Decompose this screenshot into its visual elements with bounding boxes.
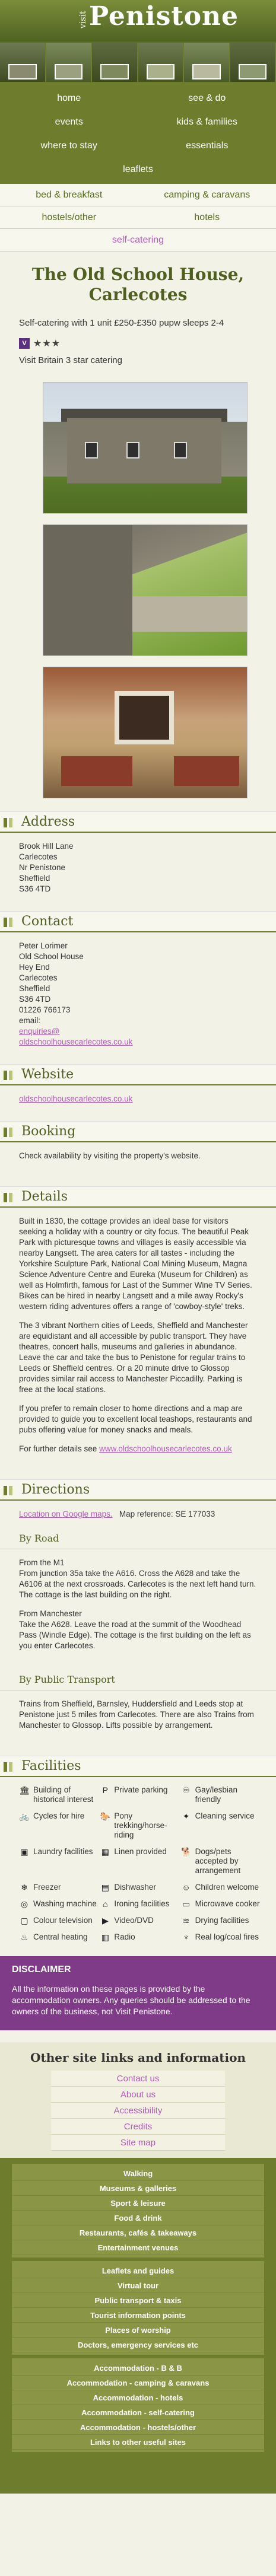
photo-garden[interactable]	[43, 524, 248, 656]
details-paragraph: The 3 vibrant Northern cities of Leeds, Sheffield and Manchester are equidistant and all accessible by public transport. They have theatres, concert halls, museums and galleries in abundance. Leave the car and take the bus to Penistone for regular trains to Leeds or Sheffield centres. Or a 20 minute drive to Glossop provides similar rail access to Manchester Piccadilly. Parking is free at the local stations.	[19, 1321, 248, 1394]
footer-block-accommodation	[12, 2358, 264, 2452]
facility-item	[100, 1811, 180, 1843]
details-paragraph: If you prefer to remain closer to home directions and a map are provided to guide you to excellent local teashops, restaurants and pubs offering value for money snacks and meals.	[19, 1404, 252, 1434]
facility-label: Real log/coal fires	[195, 1932, 259, 1941]
section-bullet-icon	[4, 1125, 17, 1138]
linen-icon: ▦	[101, 1847, 109, 1857]
facility-item	[100, 1932, 180, 1945]
facility-item	[19, 1883, 100, 1896]
facility-label: Children welcome	[195, 1883, 259, 1892]
website-section	[0, 1064, 276, 1108]
facilities-section	[0, 1756, 276, 1945]
footer-nav	[0, 2158, 276, 2458]
facility-label: Video/DVD	[114, 1916, 154, 1925]
address-line: Sheffield	[19, 874, 50, 883]
facility-label: Drying facilities	[195, 1916, 249, 1925]
website-link[interactable]: oldschoolhousecarlecotes.co.uk	[19, 1094, 133, 1103]
footer-link[interactable]: Entertainment venues	[12, 2240, 264, 2255]
facility-item	[100, 1847, 180, 1879]
facility-item	[181, 1785, 262, 1808]
facility-label: Microwave cooker	[195, 1899, 260, 1908]
facility-label: Ironing facilities	[114, 1899, 170, 1908]
footer-block-essentials	[12, 2261, 264, 2355]
details-further-text: For further details see	[19, 1444, 97, 1453]
footer-link[interactable]: Accommodation - B & B	[12, 2361, 264, 2376]
nav-essentials[interactable]: essentials	[186, 141, 229, 151]
address-section	[0, 811, 276, 898]
facility-item	[19, 1932, 100, 1945]
section-bullet-icon	[4, 1190, 17, 1203]
site-header	[0, 0, 276, 82]
rainbow-icon: ♾	[182, 1785, 190, 1795]
dog-icon: 🐕	[180, 1847, 192, 1857]
facility-label: Building of historical interest	[33, 1785, 94, 1804]
other-links-section	[0, 2042, 276, 2158]
freezer-icon: ❄	[21, 1883, 28, 1892]
address-line: S36 4TD	[19, 884, 51, 893]
booking-text: Check availability by visiting the property's website.	[19, 1151, 201, 1160]
footer-link[interactable]: Museums & galleries	[12, 2181, 264, 2196]
facility-item	[181, 1811, 262, 1843]
nav-where-to-stay[interactable]: where to stay	[40, 141, 97, 151]
subnav-self-catering[interactable]: self-catering	[112, 234, 164, 245]
dishwasher-icon: ▤	[101, 1883, 109, 1892]
road-from-manchester-title: From Manchester	[19, 1609, 82, 1618]
facility-label: Radio	[114, 1932, 135, 1941]
facility-label: Freezer	[33, 1883, 61, 1892]
listing-summary: Self-catering with 1 unit £250-£350 pupw sleeps 2-4	[19, 318, 224, 328]
central-heating-icon: ♨	[20, 1932, 28, 1942]
main-nav	[0, 82, 276, 184]
gallery-thumb[interactable]	[230, 43, 276, 82]
booking-section	[0, 1121, 276, 1173]
map-reference: Map reference: SE 177033	[119, 1510, 215, 1518]
washing-machine-icon: ◎	[20, 1899, 28, 1909]
microwave-icon: ▭	[182, 1899, 191, 1909]
bicycle-icon: 🚲	[19, 1811, 30, 1821]
children-icon: ☺	[182, 1883, 191, 1892]
contact-line: S36 4TD	[19, 995, 51, 1004]
footer-link[interactable]: Public transport & taxis	[12, 2293, 264, 2308]
footer-link[interactable]: Restaurants, cafés & takeaways	[12, 2225, 264, 2240]
facility-item	[19, 1899, 100, 1912]
facility-item	[19, 1916, 100, 1929]
footer-link[interactable]: Virtual tour	[12, 2278, 264, 2293]
facility-item	[181, 1932, 262, 1945]
photo-living-room[interactable]	[43, 667, 248, 798]
subnav-bed-breakfast[interactable]: bed & breakfast	[36, 189, 103, 200]
gallery-thumb[interactable]	[138, 43, 185, 82]
footer-link[interactable]: Food & drink	[12, 2211, 264, 2225]
link-about-us[interactable]: About us	[51, 2087, 225, 2103]
rating-text: Visit Britain 3 star catering	[19, 355, 122, 365]
logo-penistone[interactable]: Penistone	[89, 1, 239, 31]
facility-item	[19, 1811, 100, 1843]
facility-item	[181, 1847, 262, 1879]
footer-link[interactable]: Accommodation - camping & caravans	[12, 2376, 264, 2390]
header-gallery	[0, 43, 276, 82]
footer-link[interactable]: Tourist information points	[12, 2308, 264, 2323]
facility-label: Central heating	[33, 1932, 88, 1941]
footer-link[interactable]: Accommodation - self-catering	[12, 2405, 264, 2420]
visit-britain-badge-icon: V	[19, 338, 30, 349]
link-accessibility[interactable]: Accessibility	[51, 2103, 225, 2119]
by-road-heading: By Road	[0, 1528, 276, 1549]
facility-label: Washing machine	[33, 1899, 97, 1908]
section-bullet-icon	[4, 915, 17, 928]
section-bullet-icon	[4, 1760, 17, 1773]
facility-label: Linen provided	[114, 1847, 167, 1856]
facility-label: Cycles for hire	[33, 1811, 85, 1820]
footer-link[interactable]: Walking	[12, 2166, 264, 2181]
facilities-grid	[0, 1777, 276, 1945]
disclaimer-heading: DISCLAIMER	[12, 1964, 71, 1975]
facilities-heading: Facilities	[21, 1759, 81, 1773]
facility-label: Private parking	[114, 1785, 168, 1794]
footer-link[interactable]: Places of worship	[12, 2323, 264, 2338]
facility-label: Colour television	[33, 1916, 93, 1925]
cleaning-icon: ✦	[182, 1811, 190, 1821]
contact-email-link-domain[interactable]: oldschoolhousecarlecotes.co.uk	[19, 1037, 133, 1046]
footer-link[interactable]: Accommodation - hostels/other	[12, 2420, 264, 2435]
facility-item	[100, 1899, 180, 1912]
subnav-camping[interactable]: camping & caravans	[164, 189, 250, 200]
facility-item	[181, 1916, 262, 1929]
main-content	[0, 251, 276, 2494]
facility-label: Dishwasher	[114, 1883, 156, 1892]
gallery-thumb[interactable]	[92, 43, 138, 82]
facility-label: Laundry facilities	[33, 1847, 93, 1856]
photo-exterior[interactable]	[43, 382, 248, 514]
details-section	[0, 1186, 276, 1466]
facility-label: Dogs/pets accepted by arrangement	[195, 1847, 241, 1875]
transport-text: Trains from Sheffield, Barnsley, Huddersfield and Leeds stop at Penistone just 5 miles from Carlecotes. There are also Trains from Manchester to Glossop. Lifts possible by arrangement.	[19, 1699, 254, 1730]
address-heading: Address	[21, 814, 75, 829]
tv-icon: ▢	[20, 1916, 28, 1925]
drying-icon: ≋	[182, 1916, 190, 1925]
parking-icon: P	[102, 1785, 108, 1795]
sub-nav	[0, 184, 276, 251]
footer-link[interactable]: Accommodation - hotels	[12, 2390, 264, 2405]
section-bullet-icon	[4, 816, 17, 829]
facility-item	[181, 1899, 262, 1912]
facility-item	[100, 1883, 180, 1896]
footer-link[interactable]: Leaflets and guides	[12, 2263, 264, 2278]
facility-item	[181, 1883, 262, 1896]
rating	[0, 334, 276, 355]
nav-see-do[interactable]: see & do	[188, 93, 226, 103]
nav-kids-families[interactable]: kids & families	[176, 117, 237, 127]
facility-item	[19, 1785, 100, 1808]
road-from-manchester-text: Take the A628. Leave the road at the summit of the Woodhead Pass (Windle Edge). The cottage is the first building on the left as you enter Carlecotes.	[19, 1620, 251, 1650]
subnav-hostels[interactable]: hostels/other	[42, 212, 97, 222]
ironing-icon: ⌂	[103, 1899, 108, 1909]
nav-leaflets[interactable]: leaflets	[123, 164, 153, 174]
details-paragraph	[19, 1444, 257, 1454]
facility-item	[100, 1785, 180, 1808]
address-line: Brook Hill Lane	[19, 842, 74, 851]
contact-line: Old School House	[19, 952, 84, 961]
nav-events[interactable]: events	[55, 117, 83, 127]
footer-link[interactable]: Doctors, emergency services etc	[12, 2338, 264, 2352]
footer-block-see-do	[12, 2164, 264, 2257]
disclaimer-box	[0, 1956, 276, 2030]
link-contact-us[interactable]: Contact us	[51, 2071, 225, 2087]
address-line: Carlecotes	[19, 852, 58, 861]
by-transport-heading: By Public Transport	[0, 1669, 276, 1690]
fire-icon: ♆	[183, 1932, 189, 1942]
star-rating-icon: ★★★	[33, 339, 61, 349]
contact-section	[0, 911, 276, 1051]
address-line: Nr Penistone	[19, 863, 66, 872]
link-credits[interactable]: Credits	[51, 2119, 225, 2135]
page-title: The Old School House, Carlecotes	[31, 265, 245, 304]
facility-label: Cleaning service	[195, 1811, 255, 1820]
road-from-m1-text: From junction 35a take the A616. Cross the A628 and take the A6106 at the next crossroads. Carlecotes is the next left hand turn. The cottage is the last building on the right.	[19, 1569, 256, 1599]
nav-home[interactable]: home	[57, 93, 81, 103]
details-heading: Details	[21, 1189, 68, 1204]
directions-heading: Directions	[21, 1482, 90, 1497]
contact-phone: 01226 766173	[19, 1005, 71, 1014]
laundry-icon: ▣	[20, 1847, 28, 1857]
booking-heading: Booking	[21, 1124, 76, 1139]
directions-section	[0, 1479, 276, 1743]
section-bullet-icon	[4, 1483, 17, 1496]
gallery-thumb[interactable]	[0, 43, 46, 82]
contact-email-link[interactable]: enquiries@	[19, 1027, 60, 1036]
section-bullet-icon	[4, 1068, 17, 1081]
video-icon: ▶	[101, 1916, 109, 1925]
contact-line: email:	[19, 1016, 41, 1025]
facility-item	[19, 1847, 100, 1879]
google-maps-link[interactable]: Location on Google maps.	[19, 1510, 113, 1518]
other-links-heading: Other site links and information	[30, 2050, 246, 2065]
horse-icon: 🐎	[100, 1811, 111, 1821]
footer-fill	[0, 2458, 276, 2494]
radio-icon: ▥	[101, 1932, 109, 1942]
contact-line: Sheffield	[19, 984, 50, 993]
details-website-link[interactable]: www.oldschoolhousecarlecotes.co.uk	[99, 1444, 232, 1453]
building-icon: 🏛	[19, 1785, 30, 1795]
subnav-hotels[interactable]: hotels	[194, 212, 220, 222]
contact-heading: Contact	[21, 914, 74, 929]
footer-link[interactable]: Links to other useful sites	[12, 2435, 264, 2450]
facility-item	[100, 1916, 180, 1929]
contact-line: Carlecotes	[19, 973, 58, 982]
link-site-map[interactable]: Site map	[51, 2135, 225, 2151]
road-from-m1-title: From the M1	[19, 1558, 65, 1567]
facility-label: Gay/lesbian friendly	[195, 1785, 237, 1804]
website-heading: Website	[21, 1067, 74, 1082]
facility-label: Pony trekking/horse-riding	[114, 1811, 167, 1839]
logo-visit: visit	[78, 11, 88, 28]
details-paragraph: Built in 1830, the cottage provides an ideal base for visitors seeking a holiday with a country or city focus. The beautiful Peak Park with picturesque towns and villages is easily accessible via nearby Langsett. The area caters for all tastes - including the Yorkshire Sculpture Park, National Coal Mining Museum, Magna Science Adventure Centre and Eureka (Museum for Children) as well as Holmfirth, famous for Last of the Summer Wine TV Series. Bikes can be hired in nearby Langsett and a mile away Rocky's western riding adventures offers a range of 'cowboy-style' treks.	[19, 1217, 252, 1311]
footer-link[interactable]: Sport & leisure	[12, 2196, 264, 2211]
contact-line: Hey End	[19, 963, 50, 972]
gallery-thumb[interactable]	[46, 43, 93, 82]
disclaimer-text: All the information on these pages is provided by the accommodation owners. Any queries should be addressed to the owners of the business, not Visit Penistone.	[12, 1984, 250, 2016]
contact-line: Peter Lorimer	[19, 941, 68, 950]
gallery-thumb[interactable]	[184, 43, 230, 82]
